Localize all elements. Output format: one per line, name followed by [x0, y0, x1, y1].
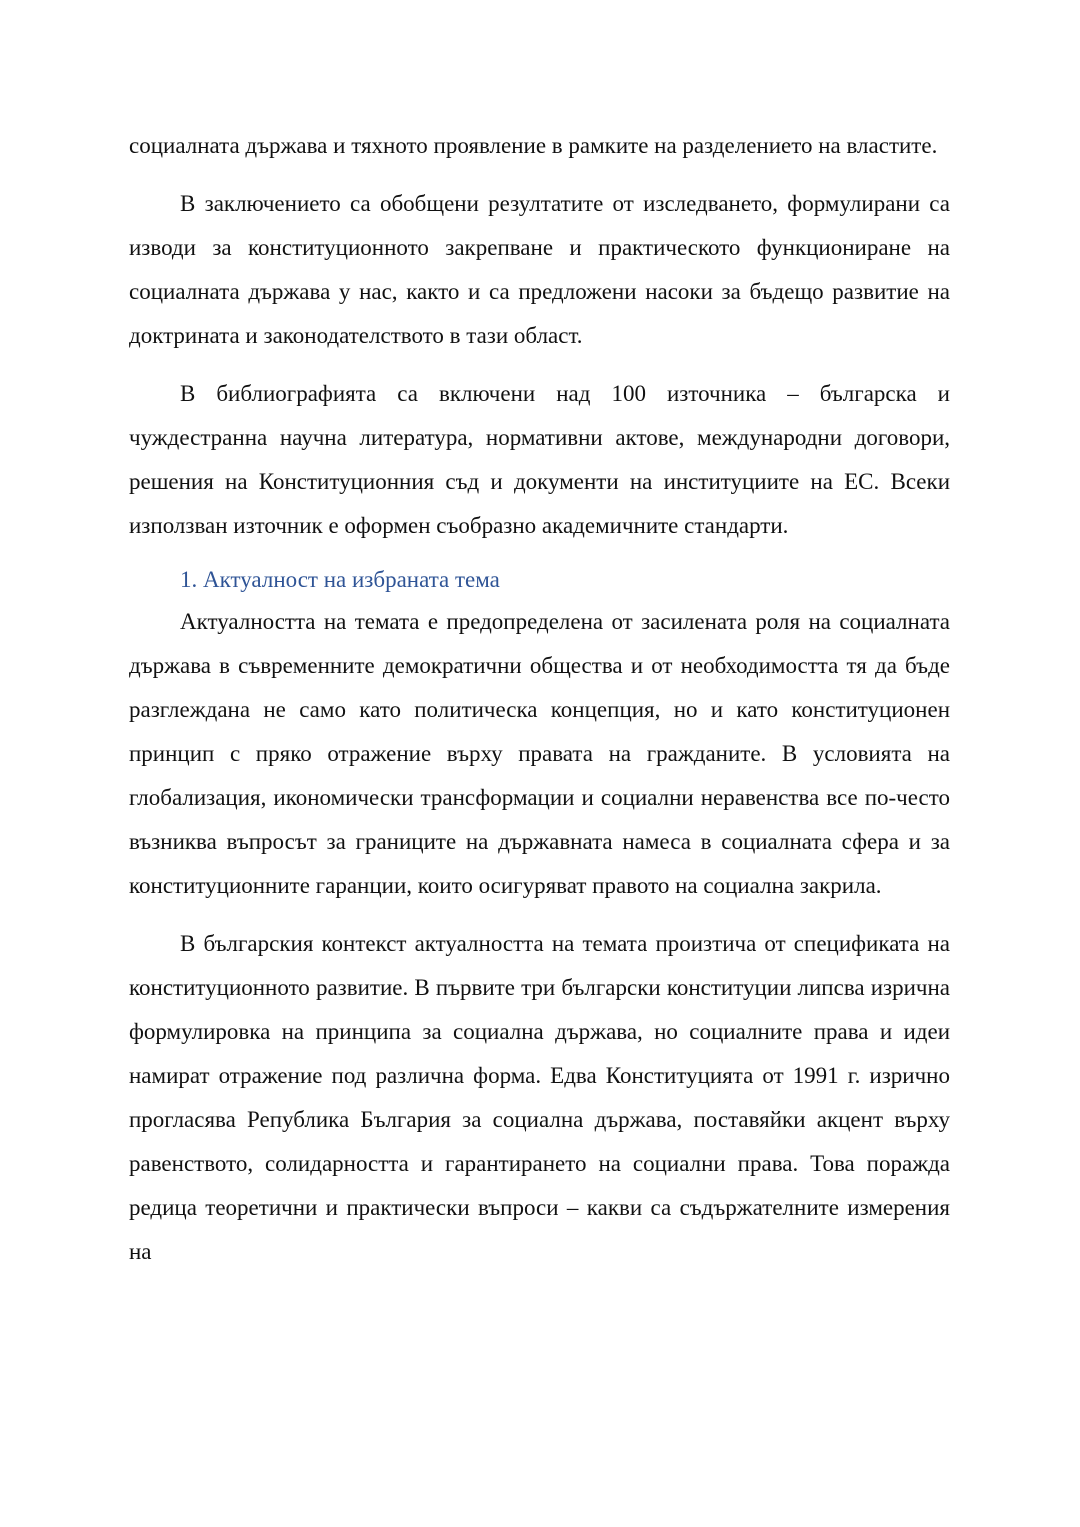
paragraph-bibliography: В библиографията са включени над 100 източника – българска и чуждестранна научна литература, нормативни актове, международни договори, решения на Конституционния съд и документи на институциите на ЕС. Всеки използван източник е оформен съобразно академичните стандарти. — [129, 381, 950, 538]
section-heading: 1. Актуалност на избраната тема — [180, 567, 500, 592]
paragraph-conclusion: В заключението са обобщени резултатите от изследването, формулирани са изводи за конституционното закрепване и практическото функциониране на социалната държава у нас, както и са предложени насоки за бъдещо развитие на доктрината и законодателството в тази област. — [129, 191, 950, 348]
paragraph-continuation: социалната държава и тяхното проявление в рамките на разделението на властите. — [129, 133, 938, 158]
paragraph-relevance: Актуалността на темата е предопределена от засилената роля на социалната държава в съвременните демократични общества и от необходимостта тя да бъде разглеждана не само като политическа концепция, но и като конституционен принцип с пряко отражение върху правата на гражданите. В условията на глобализация, икономически трансформации и социални неравенства все по-често възниква въпросът за границите на държавната намеса в социалната сфера и за конституционните гаранции, които осигуряват правото на социална закрила. — [129, 609, 950, 898]
paragraph-bulgarian-context: В българския контекст актуалността на темата произтича от спецификата на конституционното развитие. В първите три български конституции липсва изрична формулировка на принципа за социална държава, но социалните права и идеи намират отражение под различна форма. Едва Конституцията от 1991 г. изрично прогласява Република България за социална държава, поставяйки акцент върху равенството, солидарността и гарантирането на социални права. Това поражда редица теоретични и практически въпроси – какви са съдържателните измерения на — [129, 931, 950, 1264]
document-page — [129, 124, 950, 1274]
